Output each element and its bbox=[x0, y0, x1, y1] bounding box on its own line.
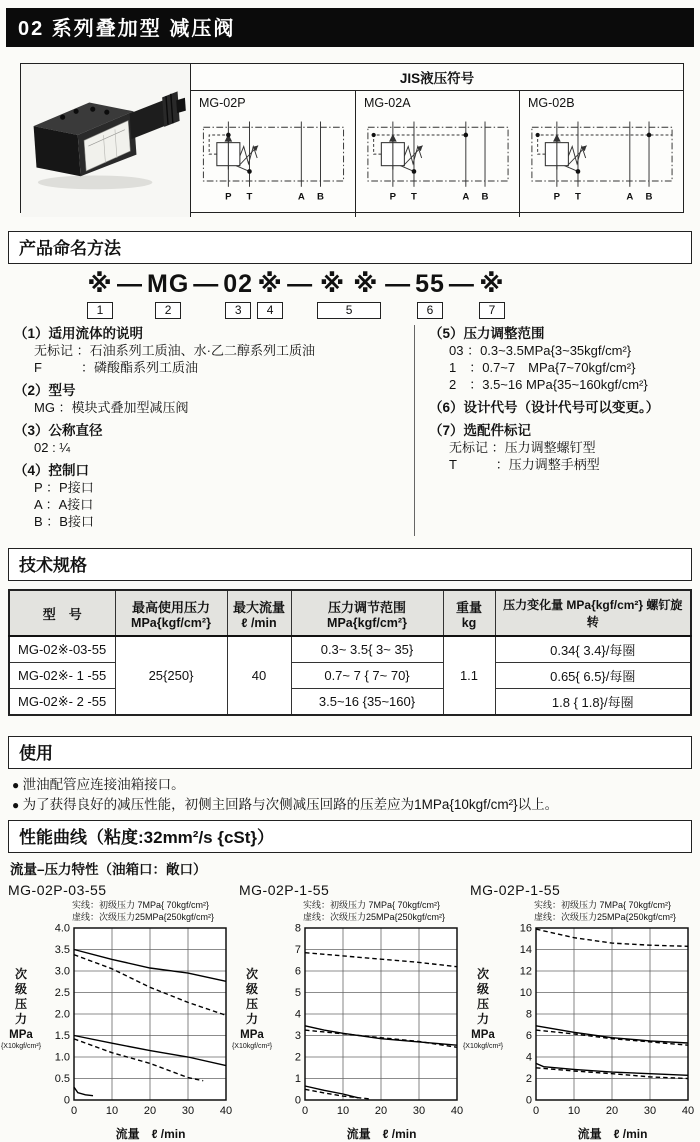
naming-item-line: MG ：模块式叠加型减压阀 bbox=[34, 400, 189, 415]
y-axis-label-char: 级 bbox=[14, 982, 27, 996]
x-axis-label: 流量 ℓ /min bbox=[346, 1127, 417, 1141]
svg-text:P: P bbox=[553, 191, 561, 203]
svg-text:30: 30 bbox=[643, 1105, 657, 1117]
naming-item-title: （5）压力调整范围 bbox=[429, 326, 545, 341]
model-code-segment bbox=[257, 272, 283, 319]
svg-text:2.0: 2.0 bbox=[54, 1008, 70, 1021]
y-axis-label-char: 压 bbox=[14, 997, 27, 1011]
model-code-text: ※ bbox=[87, 270, 113, 298]
jis-col-label: MG-02P bbox=[199, 96, 246, 110]
svg-text:4: 4 bbox=[294, 1008, 301, 1021]
svg-text:2: 2 bbox=[525, 1073, 532, 1085]
jis-col-mg02b bbox=[519, 91, 683, 217]
y-axis-label-char: 级 bbox=[476, 982, 489, 996]
valve-photo-image bbox=[21, 64, 189, 212]
model-code-text: MG bbox=[147, 270, 190, 298]
svg-text:0: 0 bbox=[294, 1094, 301, 1107]
spec-range: 0.7~ 7 { 7~ 70} bbox=[291, 663, 443, 689]
chart-plot bbox=[269, 923, 465, 1125]
spec-model: MG-02※- 1 -55 bbox=[9, 663, 115, 689]
table-row bbox=[9, 663, 691, 689]
model-code-text: ※ bbox=[257, 270, 283, 298]
jis-right-panel bbox=[191, 64, 683, 217]
y-axis-unit: MPa bbox=[9, 1029, 33, 1041]
naming-item-line: 2 ：3.5~16 MPa{35~160kgf/cm²} bbox=[449, 377, 648, 392]
naming-item bbox=[429, 325, 686, 393]
table-row bbox=[9, 689, 691, 716]
svg-text:16: 16 bbox=[519, 922, 532, 935]
legend-solid: 实线：初级压力 7MPa{ 70kgf/cm²} bbox=[534, 900, 672, 910]
svg-text:4.0: 4.0 bbox=[54, 922, 70, 935]
naming-item-line: 无标记 ：石油系列工质油、水·乙二醇系列工质油 bbox=[34, 343, 315, 358]
section-header-specs: 技术规格 bbox=[8, 548, 692, 581]
chart-legend bbox=[72, 899, 235, 923]
spec-col-max-flow: 最大流量 ℓ /min bbox=[227, 590, 291, 636]
page-title: 02 系列叠加型 减压阀 bbox=[6, 8, 694, 47]
spec-col-max-pressure: 最高使用压力 MPa{kgf/cm²} bbox=[115, 590, 227, 636]
chart-plot bbox=[38, 923, 234, 1125]
model-code-segment bbox=[117, 272, 143, 297]
naming-item-line: 1 ：0.7~7 MPa{7~70kgf/cm²} bbox=[449, 360, 636, 375]
section-header-usage: 使用 bbox=[8, 736, 692, 769]
y-axis-label-char: 力 bbox=[14, 1012, 27, 1026]
legend-solid: 实线：初级压力 7MPa{ 70kgf/cm²} bbox=[303, 900, 441, 910]
spec-col-weight: 重量 kg bbox=[443, 590, 495, 636]
model-code-segment bbox=[287, 272, 313, 297]
naming-item-line: 无标记 ：压力调整螺钉型 bbox=[449, 440, 596, 455]
svg-text:10: 10 bbox=[105, 1105, 119, 1117]
svg-text:30: 30 bbox=[412, 1105, 426, 1117]
svg-text:A: A bbox=[626, 191, 634, 203]
model-code-segment bbox=[147, 272, 189, 319]
svg-text:12: 12 bbox=[519, 965, 532, 978]
spec-change: 0.34{ 3.4}/每圈 bbox=[495, 636, 691, 663]
curves-subtitle: 流量–压力特性（油箱口：敞口） bbox=[10, 862, 207, 877]
naming-item-line: A ：A接口 bbox=[34, 497, 94, 512]
model-code-box: 1 bbox=[87, 302, 113, 319]
svg-text:10: 10 bbox=[519, 987, 532, 999]
legend-dashed: 虚线：次级压力25MPa{250kgf/cm²} bbox=[72, 912, 215, 922]
svg-text:5: 5 bbox=[294, 987, 301, 999]
svg-text:0: 0 bbox=[63, 1094, 70, 1107]
hydraulic-symbol-mg02a bbox=[356, 110, 519, 206]
svg-text:B: B bbox=[317, 191, 324, 203]
naming-column-right bbox=[414, 325, 686, 536]
model-code-text: ※ bbox=[479, 270, 505, 298]
section-header-naming: 产品命名方法 bbox=[8, 231, 692, 264]
legend-dashed: 虚线：次级压力25MPa{250kgf/cm²} bbox=[534, 912, 677, 922]
naming-item bbox=[429, 422, 686, 473]
naming-item-line: P ：P接口 bbox=[34, 480, 94, 495]
svg-text:0.5: 0.5 bbox=[54, 1073, 70, 1085]
y-axis-unit-secondary: {X10kgf/cm²} bbox=[0, 1043, 42, 1050]
model-code-box: 3 bbox=[225, 302, 251, 319]
chart-mg02p-2-55 bbox=[462, 880, 697, 1142]
model-code-segment bbox=[223, 272, 253, 319]
svg-text:T: T bbox=[575, 191, 581, 203]
usage-note: ● 泄油配管应连接油箱接口。 bbox=[12, 775, 690, 795]
spec-range: 0.3~ 3.5{ 3~ 35} bbox=[291, 636, 443, 663]
jis-col-mg02a bbox=[355, 91, 519, 217]
hydraulic-symbol-mg02p bbox=[191, 110, 355, 206]
chart-title: MG-02P-1-55 bbox=[239, 882, 330, 898]
naming-item bbox=[14, 382, 406, 416]
chart-title: MG-02P-03-55 bbox=[8, 882, 107, 898]
chart-mg02p-1-55 bbox=[231, 880, 466, 1142]
jis-col-label: MG-02B bbox=[528, 96, 575, 110]
jis-columns bbox=[191, 91, 683, 217]
model-code-text: — bbox=[287, 270, 314, 298]
y-axis-label-char: 力 bbox=[245, 1012, 258, 1026]
model-code-segment bbox=[193, 272, 219, 297]
y-axis-unit: MPa bbox=[240, 1029, 264, 1041]
model-code-box: 5 bbox=[317, 302, 381, 319]
svg-text:6: 6 bbox=[294, 965, 301, 978]
svg-text:P: P bbox=[389, 191, 397, 203]
model-code-segment bbox=[449, 272, 475, 297]
jis-header: JIS液压符号 bbox=[191, 64, 683, 91]
svg-text:1.0: 1.0 bbox=[54, 1051, 70, 1064]
usage-note: ● 为了获得良好的减压性能，初侧主回路与次侧减压回路的压差应为1MPa{10kgf/cm²}以上。 bbox=[12, 795, 690, 815]
y-axis-unit-secondary: {X10kgf/cm²} bbox=[462, 1043, 504, 1050]
y-axis-label bbox=[0, 923, 42, 1125]
svg-text:2: 2 bbox=[294, 1051, 301, 1064]
spec-model: MG-02※- 2 -55 bbox=[9, 689, 115, 716]
naming-item-line: T ：压力调整手柄型 bbox=[449, 457, 600, 472]
svg-text:1: 1 bbox=[294, 1073, 301, 1085]
legend-dashed: 虚线：次级压力25MPa{250kgf/cm²} bbox=[303, 912, 446, 922]
svg-text:B: B bbox=[481, 191, 489, 203]
svg-text:0: 0 bbox=[532, 1105, 540, 1117]
svg-text:8: 8 bbox=[525, 1008, 532, 1021]
x-axis-label: 流量 ℓ /min bbox=[115, 1127, 186, 1141]
svg-text:B: B bbox=[645, 191, 653, 203]
naming-item-line: F ：磷酸酯系列工质油 bbox=[34, 360, 198, 375]
naming-column-left bbox=[14, 325, 414, 536]
svg-text:3.5: 3.5 bbox=[54, 944, 70, 956]
naming-item-line: 02 : ¼ bbox=[34, 440, 71, 455]
jis-symbol-table bbox=[20, 63, 684, 213]
naming-item bbox=[429, 399, 686, 416]
x-axis-label: 流量 ℓ /min bbox=[577, 1127, 648, 1141]
svg-text:0: 0 bbox=[301, 1105, 309, 1117]
svg-text:1.5: 1.5 bbox=[54, 1030, 70, 1042]
svg-text:20: 20 bbox=[605, 1105, 619, 1117]
naming-item bbox=[14, 462, 406, 530]
spec-col-pressure-change: 压力变化量 MPa{kgf/cm²} 螺钉旋转 bbox=[495, 590, 691, 636]
chart-title: MG-02P-1-55 bbox=[470, 882, 561, 898]
svg-text:10: 10 bbox=[336, 1105, 350, 1117]
svg-text:P: P bbox=[225, 191, 232, 203]
model-code-text: 55 bbox=[415, 270, 445, 298]
chart-plot bbox=[500, 923, 696, 1125]
y-axis-label bbox=[231, 923, 273, 1125]
y-axis-unit-secondary: {X10kgf/cm²} bbox=[231, 1043, 273, 1050]
jis-col-mg02p bbox=[191, 91, 355, 217]
performance-charts bbox=[0, 880, 700, 1142]
svg-text:3: 3 bbox=[294, 1030, 301, 1042]
model-code-segment bbox=[415, 272, 445, 319]
y-axis-label bbox=[462, 923, 504, 1125]
naming-item-line: B ：B接口 bbox=[34, 514, 94, 529]
naming-item bbox=[14, 325, 406, 376]
svg-text:A: A bbox=[462, 191, 470, 203]
svg-text:20: 20 bbox=[374, 1105, 388, 1117]
spec-col-adjust-range: 压力调节范围 MPa{kgf/cm²} bbox=[291, 590, 443, 636]
naming-item-title: （6）设计代号（设计代号可以变更。） bbox=[429, 400, 660, 415]
y-axis-label-char: 次 bbox=[245, 967, 258, 981]
legend-solid: 实线：初级压力 7MPa{ 70kgf/cm²} bbox=[72, 900, 210, 910]
spec-col-model: 型 号 bbox=[9, 590, 115, 636]
chart-legend bbox=[303, 899, 466, 923]
model-code-text: 02 bbox=[223, 270, 254, 298]
model-code-text: — bbox=[193, 270, 220, 298]
spec-max-pressure: 25{250} bbox=[115, 636, 227, 715]
hydraulic-symbol-mg02b bbox=[520, 110, 683, 206]
model-code-text: ※ ※ bbox=[319, 270, 379, 298]
svg-text:40: 40 bbox=[681, 1105, 695, 1117]
valve-photo bbox=[21, 64, 191, 217]
y-axis-label-char: 力 bbox=[476, 1012, 489, 1026]
naming-item bbox=[14, 422, 406, 456]
svg-text:T: T bbox=[411, 191, 417, 203]
model-code-box: 4 bbox=[257, 302, 283, 319]
spec-change: 1.8 { 1.8}/每圈 bbox=[495, 689, 691, 716]
svg-text:6: 6 bbox=[525, 1030, 532, 1042]
svg-text:T: T bbox=[246, 191, 253, 203]
model-code-box: 2 bbox=[155, 302, 181, 319]
table-row bbox=[9, 636, 691, 663]
svg-text:2.5: 2.5 bbox=[54, 987, 70, 999]
jis-col-label: MG-02A bbox=[364, 96, 411, 110]
spec-max-flow: 40 bbox=[227, 636, 291, 715]
spec-model: MG-02※-03-55 bbox=[9, 636, 115, 663]
svg-text:40: 40 bbox=[219, 1105, 233, 1117]
naming-columns bbox=[14, 325, 686, 536]
svg-text:3.0: 3.0 bbox=[54, 965, 70, 978]
svg-text:4: 4 bbox=[525, 1051, 532, 1064]
y-axis-label-char: 压 bbox=[476, 997, 489, 1011]
svg-text:40: 40 bbox=[450, 1105, 464, 1117]
y-axis-unit: MPa bbox=[471, 1029, 495, 1041]
spec-range: 3.5~16 {35~160} bbox=[291, 689, 443, 716]
y-axis-label-char: 级 bbox=[245, 982, 258, 996]
svg-text:20: 20 bbox=[143, 1105, 157, 1117]
model-code-row bbox=[85, 272, 700, 319]
model-code-text: — bbox=[117, 270, 143, 298]
naming-item-line: 03 ：0.3~3.5MPa{3~35kgf/cm²} bbox=[449, 343, 632, 358]
svg-text:8: 8 bbox=[294, 922, 301, 935]
model-code-segment bbox=[87, 272, 113, 319]
y-axis-label-char: 次 bbox=[14, 967, 27, 981]
model-code-segment bbox=[317, 272, 381, 319]
spec-weight: 1.1 bbox=[443, 636, 495, 715]
svg-text:10: 10 bbox=[567, 1105, 581, 1117]
naming-item-title: （1）适用流体的说明 bbox=[14, 326, 144, 341]
svg-text:30: 30 bbox=[181, 1105, 195, 1117]
y-axis-label-char: 次 bbox=[476, 967, 489, 981]
model-code-box: 6 bbox=[417, 302, 443, 319]
naming-item-title: （3）公称直径 bbox=[14, 423, 103, 438]
chart-mg02p-03-55 bbox=[0, 880, 235, 1142]
svg-text:0: 0 bbox=[525, 1094, 532, 1107]
section-header-curves: 性能曲线（粘度:32mm²/s {cSt}） bbox=[8, 820, 692, 853]
usage-notes bbox=[12, 775, 690, 815]
svg-text:0: 0 bbox=[70, 1105, 78, 1117]
model-code-text: — bbox=[448, 270, 475, 298]
spec-table bbox=[8, 589, 692, 716]
model-code-text: — bbox=[385, 270, 412, 298]
spec-change: 0.65{ 6.5}/每圈 bbox=[495, 663, 691, 689]
svg-text:14: 14 bbox=[519, 944, 532, 956]
svg-text:A: A bbox=[297, 191, 305, 203]
model-code-segment bbox=[479, 272, 505, 319]
chart-legend bbox=[534, 899, 697, 923]
naming-item-title: （2）型号 bbox=[14, 383, 76, 398]
y-axis-label-char: 压 bbox=[245, 997, 258, 1011]
svg-text:7: 7 bbox=[294, 944, 301, 956]
model-code-box: 7 bbox=[479, 302, 505, 319]
model-code-segment bbox=[385, 272, 411, 297]
naming-item-title: （4）控制口 bbox=[14, 463, 90, 478]
naming-item-title: （7）选配件标记 bbox=[429, 423, 532, 438]
